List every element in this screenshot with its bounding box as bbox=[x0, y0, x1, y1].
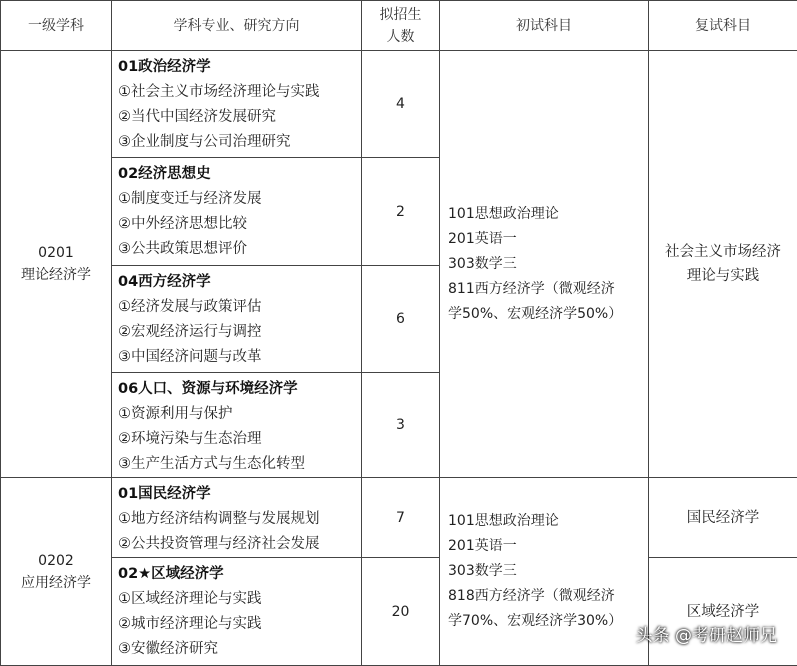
major-cell bbox=[112, 478, 362, 558]
table-row bbox=[1, 558, 797, 666]
major-cell bbox=[112, 373, 362, 478]
direction-item: ②环境污染与生态治理 bbox=[118, 427, 361, 452]
direction-item: ③中国经济问题与改革 bbox=[118, 345, 361, 370]
major-cell bbox=[112, 158, 362, 266]
exam-item: 811西方经济学（微观经济 bbox=[448, 277, 648, 302]
exam-item: 101思想政治理论 bbox=[448, 202, 648, 227]
prelim-cell-0201 bbox=[440, 51, 649, 478]
quota-cell: 7 bbox=[362, 478, 440, 558]
discipline-code: 0202 bbox=[1, 550, 111, 572]
quota-cell: 3 bbox=[362, 373, 440, 478]
exam-item: 303数学三 bbox=[448, 252, 648, 277]
retest-line: 理论与实践 bbox=[649, 264, 797, 288]
prelim-cell-0202 bbox=[440, 478, 649, 666]
header-prelim: 初试科目 bbox=[440, 1, 649, 51]
direction-item: ①资源利用与保护 bbox=[118, 402, 361, 427]
header-major: 学科专业、研究方向 bbox=[112, 1, 362, 51]
retest-cell: 国民经济学 bbox=[649, 478, 797, 558]
major-title: 01政治经济学 bbox=[118, 55, 361, 80]
major-cell bbox=[112, 266, 362, 373]
table-row bbox=[1, 51, 797, 158]
major-title: 06人口、资源与环境经济学 bbox=[118, 377, 361, 402]
quota-cell: 4 bbox=[362, 51, 440, 158]
quota-cell: 2 bbox=[362, 158, 440, 266]
header-retest: 复试科目 bbox=[649, 1, 797, 51]
discipline-cell-0201 bbox=[1, 51, 112, 478]
discipline-code: 0201 bbox=[1, 242, 111, 264]
header-row bbox=[1, 1, 797, 51]
exam-item: 学70%、宏观经济学30%） bbox=[448, 609, 648, 634]
direction-item: ②公共投资管理与经济社会发展 bbox=[118, 532, 361, 557]
discipline-name: 理论经济学 bbox=[1, 264, 111, 286]
header-quota bbox=[362, 1, 440, 51]
watermark: 头条 @考研赵师兄 bbox=[636, 621, 777, 646]
direction-item: ③安徽经济研究 bbox=[118, 637, 361, 662]
exam-item: 101思想政治理论 bbox=[448, 509, 648, 534]
discipline-cell-0202 bbox=[1, 478, 112, 666]
quota-cell: 6 bbox=[362, 266, 440, 373]
retest-cell-0201 bbox=[649, 51, 797, 478]
major-cell bbox=[112, 51, 362, 158]
exam-item: 学50%、宏观经济学50%） bbox=[448, 302, 648, 327]
direction-item: ②中外经济思想比较 bbox=[118, 212, 361, 237]
direction-item: ①区域经济理论与实践 bbox=[118, 587, 361, 612]
exam-item: 201英语一 bbox=[448, 227, 648, 252]
direction-item: ①制度变迁与经济发展 bbox=[118, 187, 361, 212]
header-quota-line1: 拟招生 bbox=[362, 4, 439, 26]
exam-item: 818西方经济学（微观经济 bbox=[448, 584, 648, 609]
direction-item: ②宏观经济运行与调控 bbox=[118, 320, 361, 345]
major-title: 01国民经济学 bbox=[118, 482, 361, 507]
direction-item: ②城市经济理论与实践 bbox=[118, 612, 361, 637]
retest-line: 社会主义市场经济 bbox=[649, 240, 797, 264]
direction-item: ②当代中国经济发展研究 bbox=[118, 105, 361, 130]
major-title: 02经济思想史 bbox=[118, 162, 361, 187]
direction-item: ①社会主义市场经济理论与实践 bbox=[118, 80, 361, 105]
discipline-name: 应用经济学 bbox=[1, 572, 111, 594]
direction-item: ①地方经济结构调整与发展规划 bbox=[118, 507, 361, 532]
exam-item: 303数学三 bbox=[448, 559, 648, 584]
quota-cell: 20 bbox=[362, 558, 440, 666]
direction-item: ③生产生活方式与生态化转型 bbox=[118, 452, 361, 477]
exam-item: 201英语一 bbox=[448, 534, 648, 559]
header-discipline: 一级学科 bbox=[1, 1, 112, 51]
direction-item: ③公共政策思想评价 bbox=[118, 237, 361, 262]
direction-item: ①经济发展与政策评估 bbox=[118, 295, 361, 320]
table-row bbox=[1, 478, 797, 558]
major-title: 04西方经济学 bbox=[118, 270, 361, 295]
header-quota-line2: 人数 bbox=[362, 26, 439, 48]
major-cell bbox=[112, 558, 362, 666]
major-title: 02★区域经济学 bbox=[118, 562, 361, 587]
direction-item: ③企业制度与公司治理研究 bbox=[118, 130, 361, 155]
retest-cell: 区域经济学 bbox=[649, 558, 797, 666]
